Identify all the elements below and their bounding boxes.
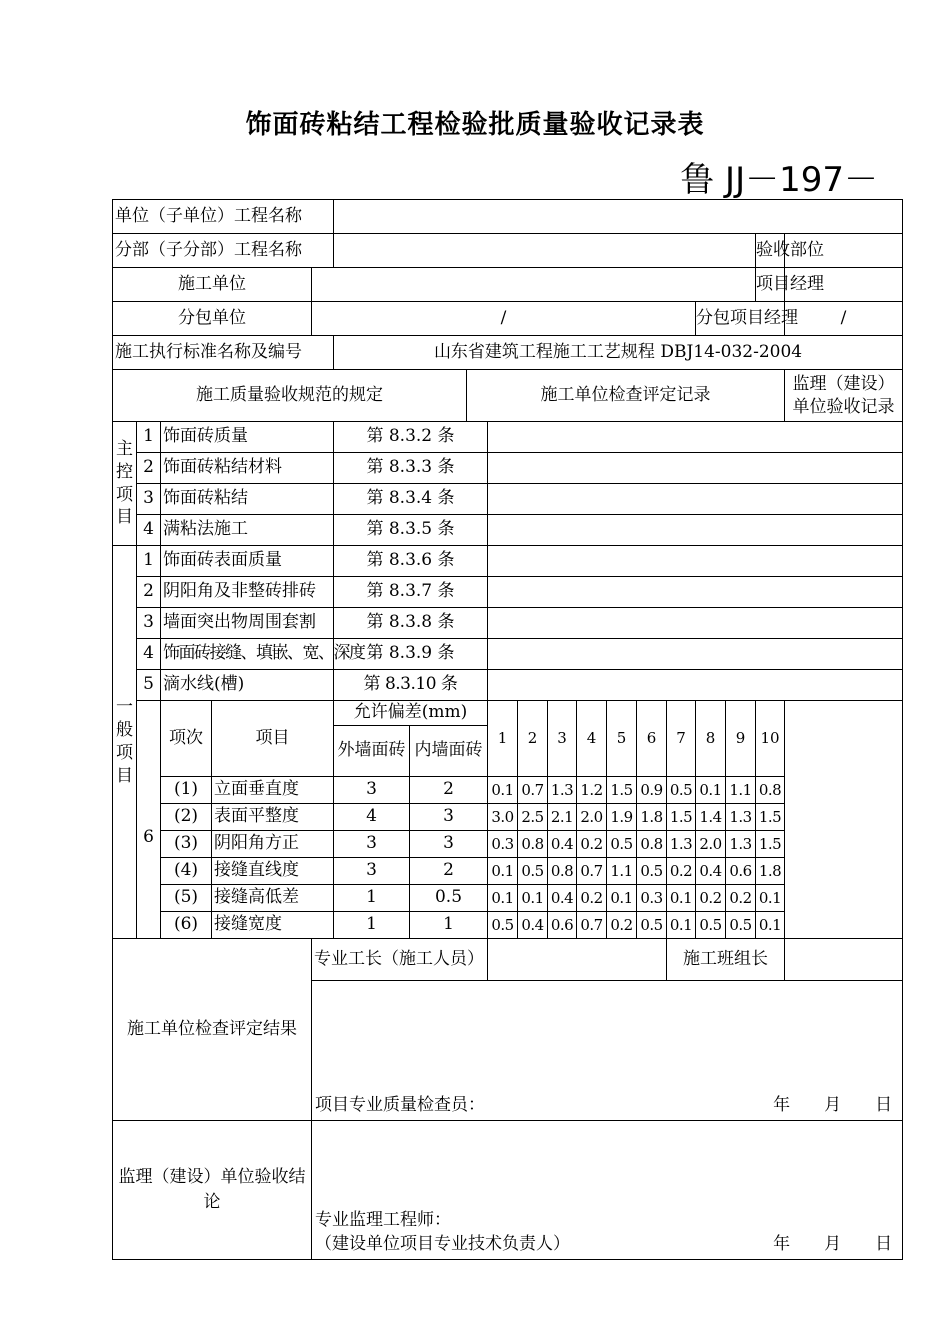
record-cell[interactable] — [488, 515, 903, 546]
deviation-inner: 3 — [410, 831, 488, 858]
measured-value[interactable]: 0.1 — [488, 858, 518, 885]
measured-value[interactable]: 0.2 — [696, 885, 726, 912]
point-header: 8 — [696, 701, 726, 777]
item-clause: 第 8.3.8 条 — [334, 608, 488, 639]
item-name: 阴阳角及非整砖排砖 — [161, 577, 334, 608]
measured-value[interactable]: 0.1 — [667, 912, 696, 939]
point-header: 2 — [518, 701, 548, 777]
acceptance-part-label: 验收部位 — [756, 234, 785, 268]
measured-value[interactable]: 0.4 — [696, 858, 726, 885]
measured-value[interactable]: 0.1 — [696, 777, 726, 804]
measured-value[interactable]: 2.0 — [577, 804, 607, 831]
point-header: 5 — [607, 701, 637, 777]
item-number: 5 — [137, 670, 161, 701]
item-header: 项目 — [212, 701, 334, 777]
sub-project-label: 分部（子分部）工程名称 — [113, 234, 334, 268]
item-number: 3 — [137, 484, 161, 515]
measured-value[interactable]: 1.8 — [637, 804, 667, 831]
measured-value[interactable]: 1.5 — [667, 804, 696, 831]
record-cell[interactable] — [488, 422, 903, 453]
project-manager-label: 项目经理 — [756, 268, 785, 302]
deviation-item-number: 6 — [137, 701, 161, 939]
measured-value[interactable]: 0.5 — [607, 831, 637, 858]
item-name: 饰面砖粘结材料 — [161, 453, 334, 484]
record-cell[interactable] — [488, 453, 903, 484]
main-control-label: 主 控 项 目 — [113, 422, 137, 546]
measured-value[interactable]: 0.1 — [667, 885, 696, 912]
measured-value[interactable]: 0.9 — [637, 777, 667, 804]
form-title: 饰面砖粘结工程检验批质量验收记录表 — [245, 110, 705, 140]
measured-value[interactable]: 0.7 — [518, 777, 548, 804]
construction-unit-label: 施工单位 — [113, 268, 312, 302]
item-clause: 第 8.3.6 条 — [334, 546, 488, 577]
spec-column-header: 施工质量验收规范的规定 — [113, 370, 467, 422]
measured-value[interactable]: 0.2 — [607, 912, 637, 939]
item-name: 满粘法施工 — [161, 515, 334, 546]
item-clause: 第 8.3.3 条 — [334, 453, 488, 484]
construction-result-cell[interactable] — [312, 981, 903, 1121]
point-header: 3 — [548, 701, 577, 777]
point-header: 6 — [637, 701, 667, 777]
deviation-inner: 0.5 — [410, 885, 488, 912]
measured-value[interactable]: 1.8 — [756, 858, 785, 885]
owner-rep-label: （建设单位项目专业技术负责人） — [315, 1234, 570, 1254]
item-name: 饰面砖表面质量 — [161, 546, 334, 577]
measured-value[interactable]: 1.3 — [726, 831, 756, 858]
measured-value[interactable]: 1.3 — [667, 831, 696, 858]
deviation-inner: 3 — [410, 804, 488, 831]
team-leader-value[interactable] — [785, 939, 903, 981]
measured-value[interactable]: 1.9 — [607, 804, 637, 831]
measured-value[interactable]: 0.5 — [726, 912, 756, 939]
item-name: 饰面砖接缝、填嵌、宽、深度 — [161, 639, 334, 670]
main-control-row — [113, 484, 903, 515]
measured-value[interactable]: 0.1 — [488, 885, 518, 912]
form-code: 鲁 JJ－197－ — [680, 160, 878, 200]
standard-value: 山东省建筑工程施工工艺规程 DBJ14-032-2004 — [334, 336, 903, 370]
deviation-outer: 1 — [334, 885, 410, 912]
point-header: 1 — [488, 701, 518, 777]
item-number: 2 — [137, 577, 161, 608]
record-cell[interactable] — [488, 484, 903, 515]
supervisor-label: 专业监理工程师： — [315, 1210, 451, 1230]
measured-value[interactable]: 0.5 — [667, 777, 696, 804]
team-leader-label: 施工班组长 — [667, 939, 785, 981]
deviation-row — [113, 831, 903, 858]
measured-value[interactable]: 0.2 — [577, 831, 607, 858]
supervision-conclusion-cell[interactable] — [312, 1121, 903, 1260]
deviation-seq: (3) — [161, 831, 212, 858]
measured-value[interactable]: 0.6 — [726, 858, 756, 885]
inner-wall-header: 内墙面砖 — [410, 726, 488, 777]
general-label: 一 般 项 目 — [113, 546, 137, 939]
deviation-row — [113, 885, 903, 912]
deviation-outer: 3 — [334, 831, 410, 858]
supervisor-date — [739, 1234, 892, 1255]
month-label: 月 — [824, 1234, 842, 1254]
unit-project-value[interactable] — [334, 200, 903, 234]
subcontract-unit-label: 分包单位 — [113, 302, 312, 336]
general-row — [113, 639, 903, 670]
measured-value[interactable]: 2.0 — [696, 831, 726, 858]
allow-deviation-header: 允许偏差(mm) — [334, 701, 488, 726]
measured-value[interactable]: 0.1 — [756, 912, 785, 939]
general-row — [113, 546, 903, 577]
main-control-row — [113, 422, 903, 453]
measured-value[interactable]: 0.2 — [667, 858, 696, 885]
deviation-row — [113, 777, 903, 804]
item-clause: 第 8.3.9 条 — [334, 639, 488, 670]
measured-value[interactable]: 0.8 — [637, 831, 667, 858]
deviation-seq: (5) — [161, 885, 212, 912]
record-cell[interactable] — [488, 546, 903, 577]
deviation-outer: 3 — [334, 858, 410, 885]
year-label: 年 — [773, 1234, 791, 1254]
measured-value[interactable]: 0.8 — [518, 831, 548, 858]
measured-value[interactable]: 0.1 — [518, 885, 548, 912]
deviation-outer: 3 — [334, 777, 410, 804]
subcontract-manager-label: 分包项目经理 — [696, 302, 785, 336]
deviation-row — [113, 804, 903, 831]
foreman-value[interactable] — [488, 939, 667, 981]
deviation-outer: 1 — [334, 912, 410, 939]
deviation-inner: 2 — [410, 858, 488, 885]
item-number: 4 — [137, 639, 161, 670]
measured-value[interactable]: 0.1 — [488, 777, 518, 804]
measured-value[interactable]: 1.1 — [607, 858, 637, 885]
deviation-name: 接缝高低差 — [212, 885, 334, 912]
item-name: 饰面砖粘结 — [161, 484, 334, 515]
supervision-column-header: 监理（建设）单位验收记录 — [785, 370, 903, 422]
measured-value[interactable]: 0.5 — [696, 912, 726, 939]
item-name: 墙面突出物周围套割 — [161, 608, 334, 639]
measured-value[interactable]: 0.2 — [726, 885, 756, 912]
general-row — [113, 608, 903, 639]
measured-value[interactable]: 0.4 — [518, 912, 548, 939]
deviation-name: 立面垂直度 — [212, 777, 334, 804]
item-clause: 第 8.3.4 条 — [334, 484, 488, 515]
main-control-row — [113, 515, 903, 546]
deviation-outer: 4 — [334, 804, 410, 831]
deviation-name: 阴阳角方正 — [212, 831, 334, 858]
deviation-seq: (4) — [161, 858, 212, 885]
point-header: 9 — [726, 701, 756, 777]
measured-value[interactable]: 0.5 — [518, 858, 548, 885]
sub-project-value[interactable] — [334, 234, 756, 268]
measured-value[interactable]: 0.6 — [548, 912, 577, 939]
deviation-header-row — [113, 701, 903, 726]
item-clause: 第 8.3.2 条 — [334, 422, 488, 453]
year-label: 年 — [773, 1095, 791, 1115]
point-header: 4 — [577, 701, 607, 777]
measured-value[interactable]: 1.2 — [577, 777, 607, 804]
record-column-header: 施工单位检查评定记录 — [467, 370, 785, 422]
item-name: 滴水线(槽) — [161, 670, 334, 701]
inspection-record-table — [112, 199, 903, 1260]
measured-value[interactable]: 0.1 — [607, 885, 637, 912]
measured-value[interactable]: 0.4 — [548, 831, 577, 858]
item-number: 1 — [137, 422, 161, 453]
measured-value[interactable]: 0.8 — [756, 777, 785, 804]
record-cell[interactable] — [488, 608, 903, 639]
measured-value[interactable]: 1.3 — [548, 777, 577, 804]
deviation-inner: 2 — [410, 777, 488, 804]
measured-value[interactable]: 3.0 — [488, 804, 518, 831]
measured-value[interactable]: 0.7 — [577, 858, 607, 885]
deviation-row — [113, 912, 903, 939]
deviation-seq: (1) — [161, 777, 212, 804]
supervision-conclusion-label: 监理（建设）单位验收结论 — [113, 1121, 312, 1260]
measured-value[interactable]: 0.3 — [488, 831, 518, 858]
record-cell[interactable] — [488, 639, 903, 670]
measured-value[interactable]: 0.5 — [637, 858, 667, 885]
general-row — [113, 577, 903, 608]
measured-value[interactable]: 0.2 — [577, 885, 607, 912]
measured-value[interactable]: 2.1 — [548, 804, 577, 831]
deviation-name: 表面平整度 — [212, 804, 334, 831]
outer-wall-header: 外墙面砖 — [334, 726, 410, 777]
measured-value[interactable]: 0.3 — [637, 885, 667, 912]
standard-label: 施工执行标准名称及编号 — [113, 336, 334, 370]
item-clause: 第 8.3.10 条 — [334, 670, 488, 701]
seq-header: 项次 — [161, 701, 212, 777]
item-number: 4 — [137, 515, 161, 546]
deviation-row — [113, 858, 903, 885]
record-cell[interactable] — [488, 670, 903, 701]
measured-value[interactable]: 1.5 — [756, 831, 785, 858]
measured-value[interactable]: 0.8 — [548, 858, 577, 885]
point-header: 10 — [756, 701, 785, 777]
general-row — [113, 670, 903, 701]
deviation-seq: (6) — [161, 912, 212, 939]
record-cell[interactable] — [488, 577, 903, 608]
measured-value[interactable]: 0.1 — [756, 885, 785, 912]
item-number: 3 — [137, 608, 161, 639]
deviation-seq: (2) — [161, 804, 212, 831]
foreman-label: 专业工长（施工人员） — [312, 939, 488, 981]
measured-value[interactable]: 1.5 — [607, 777, 637, 804]
day-label: 日 — [875, 1095, 893, 1115]
deviation-inner: 1 — [410, 912, 488, 939]
item-number: 1 — [137, 546, 161, 577]
item-clause: 第 8.3.7 条 — [334, 577, 488, 608]
measured-value[interactable]: 1.1 — [726, 777, 756, 804]
measured-value[interactable]: 0.5 — [488, 912, 518, 939]
item-name: 饰面砖质量 — [161, 422, 334, 453]
item-number: 2 — [137, 453, 161, 484]
measured-value[interactable]: 1.3 — [726, 804, 756, 831]
construction-result-label: 施工单位检查评定结果 — [113, 939, 312, 1121]
main-control-row — [113, 453, 903, 484]
point-header: 7 — [667, 701, 696, 777]
measured-value[interactable]: 1.4 — [696, 804, 726, 831]
measured-value[interactable]: 0.7 — [577, 912, 607, 939]
subcontract-manager-value[interactable]: / — [785, 302, 903, 336]
unit-project-label: 单位（子单位）工程名称 — [113, 200, 334, 234]
measured-value[interactable]: 0.5 — [637, 912, 667, 939]
month-label: 月 — [824, 1095, 842, 1115]
measured-value[interactable]: 1.5 — [756, 804, 785, 831]
subcontract-unit-value[interactable]: / — [312, 302, 696, 336]
construction-unit-value[interactable] — [312, 268, 756, 302]
inspector-label: 项目专业质量检查员： — [315, 1095, 485, 1115]
inspector-date — [739, 1095, 892, 1116]
measured-value[interactable]: 0.4 — [548, 885, 577, 912]
item-clause: 第 8.3.5 条 — [334, 515, 488, 546]
day-label: 日 — [875, 1234, 893, 1254]
deviation-name: 接缝宽度 — [212, 912, 334, 939]
measured-value[interactable]: 2.5 — [518, 804, 548, 831]
deviation-name: 接缝直线度 — [212, 858, 334, 885]
